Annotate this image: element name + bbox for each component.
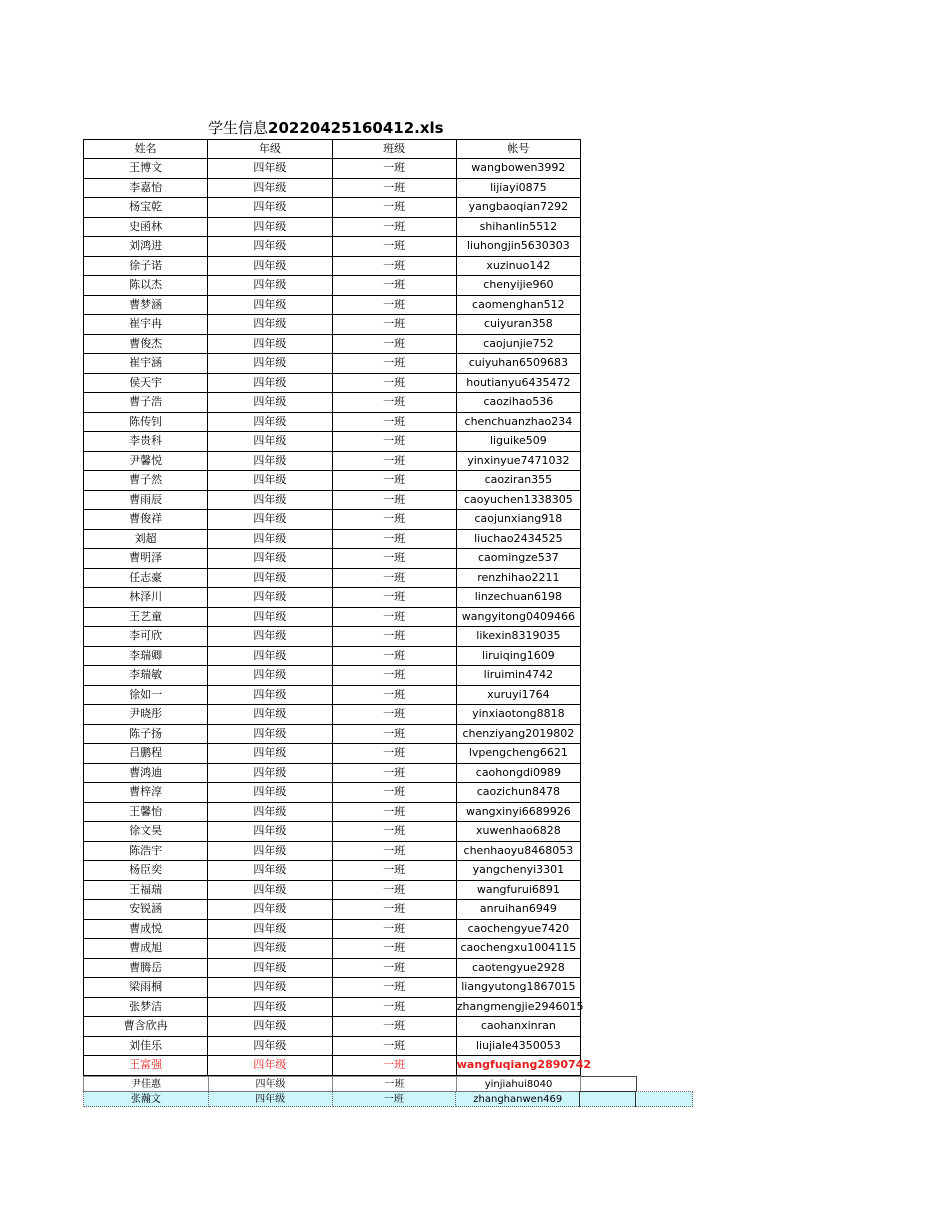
cell-name[interactable]: 张梦洁 — [84, 997, 208, 1017]
cell-grade[interactable]: 四年级 — [208, 646, 332, 666]
cell-grade[interactable]: 四年级 — [208, 549, 332, 569]
cell-name[interactable]: 尹晓彤 — [84, 705, 208, 725]
cell-class[interactable]: 一班 — [332, 159, 456, 179]
cell-class[interactable]: 一班 — [332, 1036, 456, 1056]
cell-name[interactable]: 曹雨辰 — [84, 490, 208, 510]
cell-grade[interactable]: 四年级 — [208, 607, 332, 627]
cell-name[interactable]: 徐文昊 — [84, 822, 208, 842]
table-row — [84, 159, 581, 179]
cell-account[interactable]: liujiale4350053 — [456, 1036, 580, 1056]
cell-account[interactable]: renzhihao2211 — [456, 568, 580, 588]
cell-grade[interactable]: 四年级 — [208, 256, 332, 276]
cell-name[interactable]: 崔宇冉 — [84, 315, 208, 335]
cell-grade[interactable]: 四年级 — [208, 685, 332, 705]
cell-class[interactable]: 一班 — [332, 315, 456, 335]
cell-account[interactable]: caozichun8478 — [456, 783, 580, 803]
cell-grade[interactable]: 四年级 — [208, 529, 332, 549]
cell-account[interactable]: caohanxinran — [456, 1017, 580, 1037]
cell-class[interactable]: 一班 — [332, 217, 456, 237]
table-row — [84, 529, 581, 549]
cell-account[interactable]: yangbaoqian7292 — [456, 198, 580, 218]
cell-name[interactable]: 徐子诺 — [84, 256, 208, 276]
cell-account[interactable]: liuchao2434525 — [456, 529, 580, 549]
cell-account[interactable]: caochengyue7420 — [456, 919, 580, 939]
cell-account[interactable]: linzechuan6198 — [456, 588, 580, 608]
cell-account[interactable]: yinxiaotong8818 — [456, 705, 580, 725]
table-row — [84, 393, 581, 413]
cell-account[interactable]: chenziyang2019802 — [456, 724, 580, 744]
cell-account[interactable]: yangchenyi3301 — [456, 861, 580, 881]
extra-row-2 — [83, 1091, 693, 1107]
cell-name[interactable]: 徐如一 — [84, 685, 208, 705]
table-row — [84, 900, 581, 920]
cell-name[interactable]: 刘鸿进 — [84, 237, 208, 257]
cell-class[interactable]: 一班 — [332, 763, 456, 783]
cell-name[interactable]: 李可欣 — [84, 627, 208, 647]
cell-grade[interactable]: 四年级 — [208, 510, 332, 530]
cell-account[interactable]: anruihan6949 — [456, 900, 580, 920]
table-row — [84, 646, 581, 666]
cell-name[interactable]: 陈浩宇 — [84, 841, 208, 861]
cell-account[interactable]: chenhaoyu8468053 — [456, 841, 580, 861]
cell-name[interactable]: 杨宝乾 — [84, 198, 208, 218]
cell-class[interactable]: 一班 — [332, 178, 456, 198]
cell-grade[interactable]: 四年级 — [208, 451, 332, 471]
cell-grade[interactable]: 四年级 — [208, 919, 332, 939]
cell-name[interactable]: 李嘉怡 — [84, 178, 208, 198]
cell-class[interactable]: 一班 — [332, 900, 456, 920]
cell-grade[interactable]: 四年级 — [208, 1036, 332, 1056]
cell-class[interactable]: 一班 — [333, 1077, 457, 1092]
cell-name[interactable]: 刘超 — [84, 529, 208, 549]
cell-account[interactable]: caomingze537 — [456, 549, 580, 569]
cell-name[interactable]: 曹明泽 — [84, 549, 208, 569]
cell-name[interactable]: 曹俊祥 — [84, 510, 208, 530]
cell-account[interactable]: wangxinyi6689926 — [456, 802, 580, 822]
cell-account[interactable]: caozihao536 — [456, 393, 580, 413]
cell-grade[interactable]: 四年级 — [208, 841, 332, 861]
header-grade[interactable]: 年级 — [208, 140, 332, 159]
cell-account[interactable]: wangfuqiang2890742 — [456, 1056, 580, 1076]
cell-name[interactable]: 王富强 — [84, 1056, 208, 1076]
cell-grade[interactable]: 四年级 — [208, 997, 332, 1017]
cell-name[interactable]: 杨臣奕 — [84, 861, 208, 881]
cell-name[interactable]: 陈传钊 — [84, 412, 208, 432]
cell-name[interactable]: 曹子浩 — [84, 393, 208, 413]
cell-grade[interactable]: 四年级 — [208, 334, 332, 354]
table-row — [84, 198, 581, 218]
cell-name[interactable]: 曹含欣冉 — [84, 1017, 208, 1037]
cell-account[interactable]: caoziran355 — [456, 471, 580, 491]
cell-account[interactable]: likexin8319035 — [456, 627, 580, 647]
cell-grade[interactable]: 四年级 — [208, 822, 332, 842]
table-row — [84, 822, 581, 842]
cell-class[interactable]: 一班 — [332, 276, 456, 296]
table-row — [84, 783, 581, 803]
cell-account[interactable]: houtianyu6435472 — [456, 373, 580, 393]
cell-class[interactable]: 一班 — [332, 627, 456, 647]
cell-grade[interactable]: 四年级 — [208, 978, 332, 998]
cell-account[interactable]: chenchuanzhao234 — [456, 412, 580, 432]
header-account[interactable]: 帐号 — [456, 140, 580, 159]
cell-grade[interactable]: 四年级 — [208, 705, 332, 725]
table-row — [84, 705, 581, 725]
cell-grade[interactable]: 四年级 — [208, 412, 332, 432]
table-row — [84, 939, 581, 959]
selected-empty-cell[interactable] — [636, 1092, 693, 1107]
cell-grade[interactable]: 四年级 — [208, 178, 332, 198]
cell-name[interactable]: 安锐涵 — [84, 900, 208, 920]
empty-cell[interactable] — [580, 1092, 636, 1107]
cell-name[interactable]: 王福瑞 — [84, 880, 208, 900]
cell-grade[interactable]: 四年级 — [208, 393, 332, 413]
cell-class[interactable]: 一班 — [332, 490, 456, 510]
cell-grade[interactable]: 四年级 — [208, 802, 332, 822]
cell-name[interactable]: 曹子然 — [84, 471, 208, 491]
cell-account[interactable]: xuwenhao6828 — [456, 822, 580, 842]
cell-account[interactable]: wangyitong0409466 — [456, 607, 580, 627]
cell-account[interactable]: caojunxiang918 — [456, 510, 580, 530]
cell-class[interactable]: 一班 — [332, 724, 456, 744]
cell-name[interactable]: 陈子扬 — [84, 724, 208, 744]
table-row — [84, 217, 581, 237]
cell-grade[interactable]: 四年级 — [208, 471, 332, 491]
cell-name[interactable]: 梁雨桐 — [84, 978, 208, 998]
title-prefix: 学生信息 — [208, 119, 269, 137]
cell-grade[interactable]: 四年级 — [208, 198, 332, 218]
cell-name[interactable]: 吕鹏程 — [84, 744, 208, 764]
cell-grade[interactable]: 四年级 — [208, 939, 332, 959]
cell-name[interactable]: 曹梓淳 — [84, 783, 208, 803]
cell-class[interactable]: 一班 — [332, 958, 456, 978]
cell-class[interactable]: 一班 — [332, 705, 456, 725]
cell-name[interactable]: 任志豪 — [84, 568, 208, 588]
cell-grade[interactable]: 四年级 — [208, 159, 332, 179]
table-row — [84, 568, 581, 588]
table-row — [84, 412, 581, 432]
table-row — [84, 997, 581, 1017]
cell-name[interactable]: 李瑞敏 — [84, 666, 208, 686]
cell-class[interactable]: 一班 — [332, 919, 456, 939]
cell-account[interactable]: wangfurui6891 — [456, 880, 580, 900]
empty-cell[interactable] — [581, 1077, 637, 1092]
cell-name[interactable]: 李贵科 — [84, 432, 208, 452]
cell-account[interactable]: liuhongjin5630303 — [456, 237, 580, 257]
table-row — [84, 763, 581, 783]
cell-class[interactable]: 一班 — [332, 1092, 456, 1107]
cell-class[interactable]: 一班 — [332, 1056, 456, 1076]
cell-account[interactable]: caohongdi0989 — [456, 763, 580, 783]
sheet-title — [208, 118, 468, 138]
cell-grade[interactable]: 四年级 — [208, 568, 332, 588]
cell-class[interactable]: 一班 — [332, 334, 456, 354]
cell-class[interactable]: 一班 — [332, 1017, 456, 1037]
table-row — [84, 178, 581, 198]
cell-class[interactable]: 一班 — [332, 939, 456, 959]
table-row — [84, 549, 581, 569]
table-row — [84, 607, 581, 627]
cell-class[interactable]: 一班 — [332, 568, 456, 588]
cell-name[interactable]: 曹鸿迪 — [84, 763, 208, 783]
table-row — [84, 666, 581, 686]
cell-account[interactable]: liruiqing1609 — [456, 646, 580, 666]
table-row — [84, 958, 581, 978]
cell-name[interactable]: 曹成旭 — [84, 939, 208, 959]
table-row — [84, 237, 581, 257]
table-row — [84, 1036, 581, 1056]
cell-grade[interactable]: 四年级 — [208, 588, 332, 608]
table-row — [84, 744, 581, 764]
cell-name[interactable]: 王馨怡 — [84, 802, 208, 822]
table-row — [84, 490, 581, 510]
cell-account[interactable]: cuiyuhan6509683 — [456, 354, 580, 374]
cell-grade[interactable]: 四年级 — [208, 880, 332, 900]
table-row — [84, 315, 581, 335]
table-row — [84, 880, 581, 900]
cell-grade[interactable]: 四年级 — [208, 744, 332, 764]
table-body — [84, 159, 592, 1076]
cell-name[interactable]: 侯天宇 — [84, 373, 208, 393]
cell-name[interactable]: 尹馨悦 — [84, 451, 208, 471]
header-class[interactable]: 班级 — [332, 140, 456, 159]
cell-class[interactable]: 一班 — [332, 666, 456, 686]
cell-grade[interactable]: 四年级 — [208, 861, 332, 881]
table-row — [84, 432, 581, 452]
table-row — [84, 510, 581, 530]
cell-account[interactable]: liangyutong1867015 — [456, 978, 580, 998]
cell-name[interactable]: 曹腾岳 — [84, 958, 208, 978]
table-row — [84, 919, 581, 939]
table-row — [84, 685, 581, 705]
cell-account[interactable]: liguike509 — [456, 432, 580, 452]
cell-grade[interactable]: 四年级 — [208, 627, 332, 647]
cell-class[interactable]: 一班 — [332, 295, 456, 315]
cell-class[interactable]: 一班 — [332, 880, 456, 900]
cell-name[interactable]: 崔宇涵 — [84, 354, 208, 374]
cell-class[interactable]: 一班 — [332, 607, 456, 627]
cell-class[interactable]: 一班 — [332, 549, 456, 569]
cell-account[interactable]: cuiyuran358 — [456, 315, 580, 335]
cell-name[interactable]: 曹梦涵 — [84, 295, 208, 315]
cell-name[interactable]: 张瀚文 — [84, 1092, 209, 1107]
cell-grade[interactable]: 四年级 — [208, 783, 332, 803]
cell-account[interactable]: caomenghan512 — [456, 295, 580, 315]
cell-account[interactable]: liruimin4742 — [456, 666, 580, 686]
cell-class[interactable]: 一班 — [332, 997, 456, 1017]
cell-grade[interactable]: 四年级 — [208, 276, 332, 296]
cell-name[interactable]: 尹佳惠 — [84, 1077, 209, 1092]
cell-class[interactable]: 一班 — [332, 237, 456, 257]
table-row — [84, 861, 581, 881]
table-row — [84, 256, 581, 276]
title-filename: 20220425160412.xls — [268, 119, 444, 137]
cell-class[interactable]: 一班 — [332, 471, 456, 491]
cell-account[interactable]: xuruyi1764 — [456, 685, 580, 705]
cell-class[interactable]: 一班 — [332, 412, 456, 432]
cell-name[interactable]: 刘佳乐 — [84, 1036, 208, 1056]
cell-class[interactable]: 一班 — [332, 529, 456, 549]
cell-account[interactable]: lvpengcheng6621 — [456, 744, 580, 764]
cell-grade[interactable]: 四年级 — [208, 354, 332, 374]
cell-grade[interactable]: 四年级 — [208, 1092, 332, 1107]
table-row — [84, 1077, 637, 1092]
cell-account[interactable]: zhanghanwen469 — [456, 1092, 580, 1107]
cell-account[interactable]: yinjiahui8040 — [457, 1077, 581, 1092]
table-row — [84, 334, 581, 354]
cell-name[interactable]: 王博文 — [84, 159, 208, 179]
cell-class[interactable]: 一班 — [332, 510, 456, 530]
cell-class[interactable]: 一班 — [332, 373, 456, 393]
extra-row-1 — [83, 1076, 693, 1092]
cell-name[interactable]: 林泽川 — [84, 588, 208, 608]
cell-class[interactable]: 一班 — [332, 432, 456, 452]
cell-class[interactable]: 一班 — [332, 685, 456, 705]
table-row — [84, 451, 581, 471]
table-row — [84, 802, 581, 822]
cell-class[interactable]: 一班 — [332, 588, 456, 608]
cell-grade[interactable]: 四年级 — [208, 432, 332, 452]
cell-account[interactable]: wangbowen3992 — [456, 159, 580, 179]
cell-grade[interactable]: 四年级 — [208, 373, 332, 393]
cell-class[interactable]: 一班 — [332, 646, 456, 666]
cell-account[interactable]: yinxinyue7471032 — [456, 451, 580, 471]
table-row — [84, 471, 581, 491]
highlighted-row — [84, 1056, 581, 1076]
cell-class[interactable]: 一班 — [332, 354, 456, 374]
cell-account[interactable]: caojunjie752 — [456, 334, 580, 354]
table-row — [84, 841, 581, 861]
cell-grade[interactable]: 四年级 — [208, 295, 332, 315]
cell-class[interactable]: 一班 — [332, 802, 456, 822]
cell-name[interactable]: 曹成悦 — [84, 919, 208, 939]
cell-grade[interactable]: 四年级 — [208, 958, 332, 978]
cell-class[interactable]: 一班 — [332, 198, 456, 218]
cell-grade[interactable]: 四年级 — [208, 666, 332, 686]
cell-name[interactable]: 李瑞卿 — [84, 646, 208, 666]
cell-grade[interactable]: 四年级 — [208, 315, 332, 335]
cell-account[interactable]: xuzinuo142 — [456, 256, 580, 276]
table-row — [84, 1017, 581, 1037]
cell-grade[interactable]: 四年级 — [208, 490, 332, 510]
cell-grade[interactable]: 四年级 — [208, 1017, 332, 1037]
cell-name[interactable]: 曹俊杰 — [84, 334, 208, 354]
cell-grade[interactable]: 四年级 — [208, 724, 332, 744]
cell-grade[interactable]: 四年级 — [208, 1056, 332, 1076]
cell-class[interactable]: 一班 — [332, 841, 456, 861]
table-row — [84, 627, 581, 647]
cell-grade[interactable]: 四年级 — [208, 900, 332, 920]
table-row — [84, 295, 581, 315]
header-row — [84, 140, 581, 159]
cell-class[interactable]: 一班 — [332, 393, 456, 413]
table-row — [84, 588, 581, 608]
table-row — [84, 724, 581, 744]
cell-class[interactable]: 一班 — [332, 256, 456, 276]
cell-grade[interactable]: 四年级 — [209, 1077, 333, 1092]
cell-class[interactable]: 一班 — [332, 978, 456, 998]
table-row — [84, 354, 581, 374]
cell-name[interactable]: 陈以杰 — [84, 276, 208, 296]
cell-class[interactable]: 一班 — [332, 822, 456, 842]
cell-class[interactable]: 一班 — [332, 451, 456, 471]
cell-grade[interactable]: 四年级 — [208, 237, 332, 257]
cell-class[interactable]: 一班 — [332, 861, 456, 881]
cell-account[interactable]: caotengyue2928 — [456, 958, 580, 978]
cell-name[interactable]: 王艺童 — [84, 607, 208, 627]
cell-name[interactable]: 史函林 — [84, 217, 208, 237]
header-name[interactable]: 姓名 — [84, 140, 208, 159]
table-row — [84, 1092, 693, 1107]
cell-account[interactable]: shihanlin5512 — [456, 217, 580, 237]
cell-account[interactable]: caoyuchen1338305 — [456, 490, 580, 510]
cell-account[interactable]: caochengxu1004115 — [456, 939, 580, 959]
cell-grade[interactable]: 四年级 — [208, 217, 332, 237]
cell-class[interactable]: 一班 — [332, 783, 456, 803]
cell-account[interactable]: zhangmengjie2946015 — [456, 997, 580, 1017]
cell-account[interactable]: lijiayi0875 — [456, 178, 580, 198]
table-row — [84, 373, 581, 393]
cell-class[interactable]: 一班 — [332, 744, 456, 764]
cell-account[interactable]: chenyijie960 — [456, 276, 580, 296]
cell-grade[interactable]: 四年级 — [208, 763, 332, 783]
table-row — [84, 978, 581, 998]
student-table — [83, 139, 592, 1076]
table-row — [84, 276, 581, 296]
